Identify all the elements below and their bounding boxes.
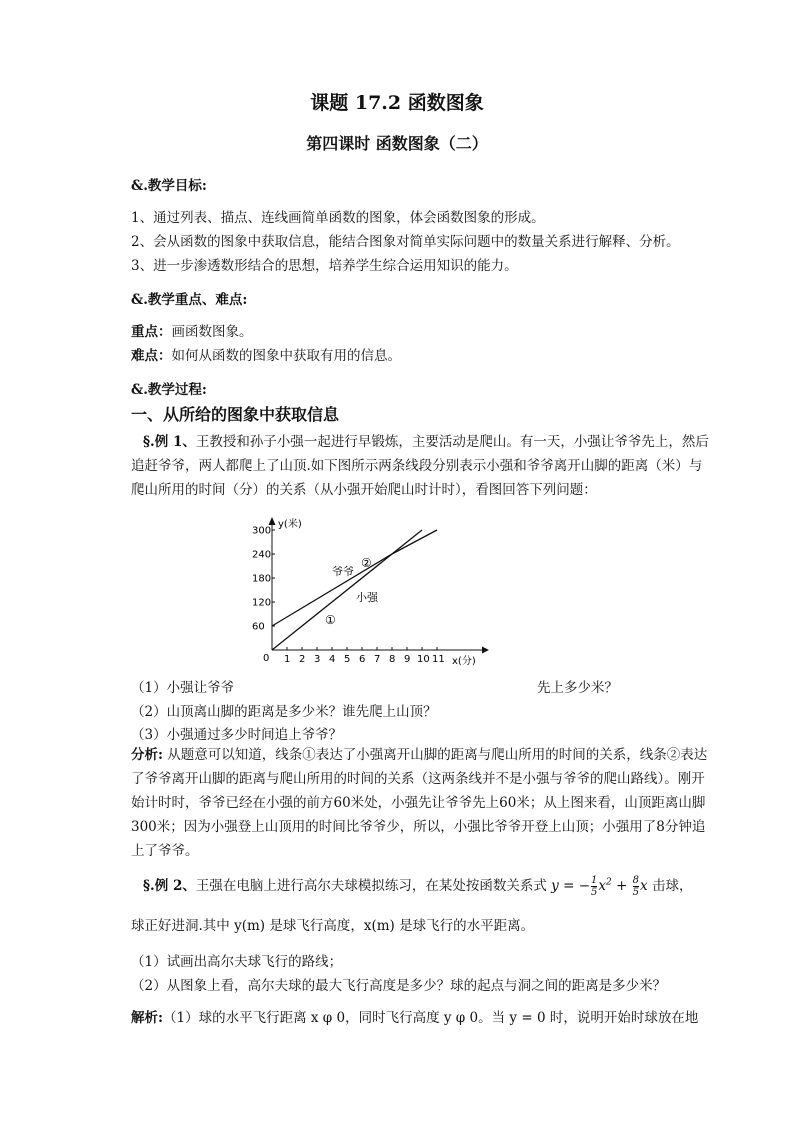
example2-label: §.例 2、	[143, 878, 196, 894]
example1-label: §.例 1、	[143, 434, 196, 450]
example2-text: 王强在电脑上进行高尔夫球模拟练习，在某处按函数关系式	[195, 878, 547, 894]
series-lines	[272, 530, 437, 650]
section-heading: 一、从所给的图象中获取信息	[131, 405, 340, 424]
series-label-grandpa: 爷爷	[332, 565, 354, 578]
example2-question-1: （1）试画出高尔夫球飞行的路线；	[131, 954, 343, 970]
key-point	[131, 320, 253, 340]
y-tick-label: 300	[252, 525, 272, 537]
x-tick-label: 8	[389, 654, 396, 665]
key-label: 重点：	[131, 324, 172, 340]
series-marker-grandpa: ②	[361, 556, 372, 570]
goal-item: 2、会从函数的图象中获取信息，能结合图象对简单实际问题中的数量关系进行解释、分析。	[131, 234, 680, 250]
y-axis-arrow	[269, 517, 276, 525]
example2-line2: 球正好进洞.其中 y(m) 是球飞行高度，x(m) 是球飞行的水平距离。	[131, 918, 535, 934]
question-3: （3）小强通过多少时间追上爷爷？	[131, 727, 343, 743]
difficult-point	[131, 344, 401, 364]
frac1-num: 1	[591, 875, 598, 886]
frac2-num: 8	[632, 875, 640, 886]
difficult-label: 难点：	[131, 348, 172, 364]
series-line-xiaoqiang	[272, 530, 422, 650]
distance-time-chart	[250, 515, 490, 669]
analysis-text: 从题意可以知道，线条①表达了小强离开山脚的距离与爬山所用的时间的关系，线条②表达了爷爷离开山脚的距离与爬山所用的时间的关系（这两条线并不是小强与爷爷的爬山路线）。刚开始计时时，爷爷已经在小强的前方60米处，小强先让爷爷先上60米；从上图来看，山顶距离山脚300米；因为小强登上山顶用的时间比爷爷少，所以，小强比爷爷开登上山顶；小强用了8分钟追上了爷爷。	[131, 747, 708, 859]
origin-label: 0	[263, 653, 270, 664]
series-label-xiaoqiang: 小强	[356, 591, 378, 604]
example2-solution	[131, 1006, 698, 1026]
example1-analysis	[131, 743, 711, 863]
x-tick-label: 4	[329, 654, 336, 665]
page-title: 课题 17.2 函数图象	[310, 92, 484, 114]
example2-line1	[143, 874, 692, 898]
frac1-den: 5	[591, 887, 598, 898]
question-1b: 先上多少米？	[537, 680, 618, 696]
key-text: 画函数图象。	[171, 324, 253, 340]
x-tick-label: 5	[344, 654, 351, 665]
example2-question-2: （2）从图象上看，高尔夫球的最大飞行高度是多少？球的起点与洞之间的距离是多少米？	[131, 978, 667, 994]
series-line-grandpa	[272, 530, 437, 626]
x-tick-label: 7	[374, 654, 381, 665]
example2-formula: y = − $\frac{1}{5}$ $x^2$ + $\frac{8}{5}$ x	[551, 875, 648, 898]
y-tick-label: 120	[252, 597, 272, 609]
page-subtitle: 第四课时 函数图象（二）	[306, 134, 488, 153]
goal-item: 3、进一步渗透数形结合的思想，培养学生综合运用知识的能力。	[131, 258, 518, 274]
goals-heading: &.教学目标:	[131, 178, 207, 194]
x-axis-arrow	[482, 647, 489, 654]
x-tick-label: 11	[432, 654, 445, 665]
solution-text: （1）球的水平飞行距离 x φ 0，同时飞行高度 y φ 0。当 y = 0 时，说明开始时球放在地	[162, 1010, 699, 1026]
y-tick-label: 240	[252, 549, 272, 561]
x-tick-label: 2	[299, 654, 306, 665]
x-tick-label: 3	[314, 654, 321, 665]
difficult-text: 如何从函数的图象中获取有用的信息。	[171, 348, 401, 364]
process-heading: &.教学过程:	[131, 382, 207, 398]
x-tick-label: 1	[284, 654, 291, 665]
example1-body: 王教授和孙子小强一起进行早锻炼，主要活动是爬山。有一天，小强让爷爷先上，然后追赶爷爷，两人都爬上了山顶.如下图所示两条线段分别表示小强和爷爷离开山脚的距离（米）与爬山所用的时间（分）的关系（从小强开始爬山时计时），看图回答下列问题：	[131, 434, 709, 498]
frac2-den: 5	[632, 887, 640, 898]
example2-text-b: 击球，	[651, 878, 693, 894]
question-2: （2）山顶离山脚的距离是多少米？谁先爬上山顶？	[131, 704, 437, 720]
x-axis-label: x(分)	[452, 656, 476, 667]
x-tick-label: 10	[417, 654, 430, 665]
y-axis-label: y(米)	[278, 519, 302, 530]
y-tick-label: 60	[252, 621, 265, 633]
example1-text	[131, 430, 711, 502]
axes	[269, 517, 490, 654]
solution-label: 解析:	[131, 1010, 163, 1026]
question-1a: （1）小强让爷爷	[131, 680, 235, 696]
x-tick-label: 9	[404, 654, 411, 665]
series-marker-xiaoqiang: ①	[325, 613, 336, 627]
x-tick-label: 6	[359, 654, 366, 665]
keypoints-heading: &.教学重点、难点:	[131, 292, 248, 308]
goal-item: 1、通过列表、描点、连线画简单函数的图象，体会函数图象的形成。	[131, 210, 545, 226]
y-tick-label: 180	[252, 573, 272, 585]
analysis-label: 分析:	[131, 747, 163, 763]
